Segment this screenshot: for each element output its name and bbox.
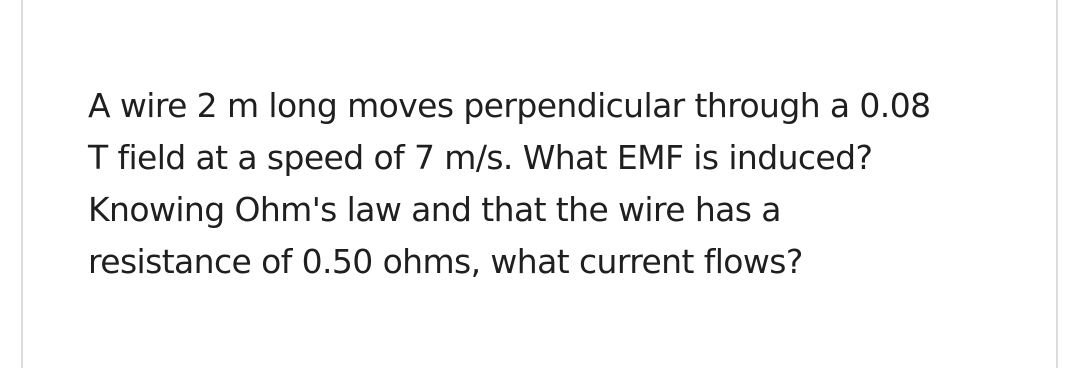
question-line: Knowing Ohm's law and that the wire has a [88,190,781,229]
question-text [88,80,931,288]
question-line: A wire 2 m long moves perpendicular through a 0.08 [88,86,931,125]
question-line: resistance of 0.50 ohms, what current flows? [88,242,803,281]
question-line: T field at a speed of 7 m/s. What EMF is induced? [88,138,873,177]
